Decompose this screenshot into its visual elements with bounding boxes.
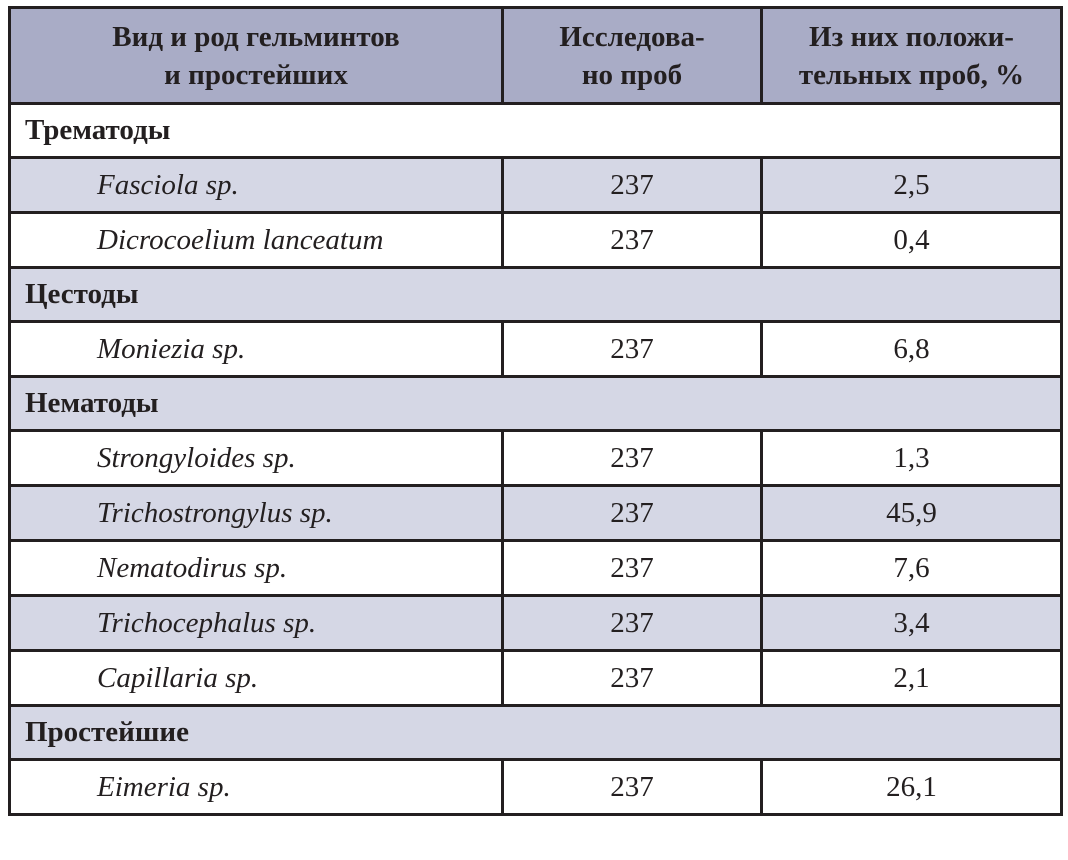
positive-percent-cell: 2,5 bbox=[762, 158, 1062, 213]
samples-cell: 237 bbox=[503, 486, 762, 541]
group-row bbox=[10, 706, 1062, 760]
table-body bbox=[10, 104, 1062, 815]
header-samples bbox=[503, 8, 762, 104]
table-row bbox=[10, 541, 1062, 596]
species-name-cell: Fasciola sp. bbox=[10, 158, 503, 213]
table-header bbox=[10, 8, 1062, 104]
species-name-cell: Trichocephalus sp. bbox=[10, 596, 503, 651]
group-row bbox=[10, 104, 1062, 158]
samples-cell: 237 bbox=[503, 158, 762, 213]
positive-percent-cell: 0,4 bbox=[762, 213, 1062, 268]
header-samples-line-1: Исследова- bbox=[559, 20, 705, 53]
samples-cell: 237 bbox=[503, 322, 762, 377]
species-name-cell: Trichostrongylus sp. bbox=[10, 486, 503, 541]
positive-percent-cell: 6,8 bbox=[762, 322, 1062, 377]
group-label: Нематоды bbox=[10, 377, 1062, 431]
samples-cell: 237 bbox=[503, 431, 762, 486]
group-row bbox=[10, 377, 1062, 431]
group-label: Трематоды bbox=[10, 104, 1062, 158]
samples-cell: 237 bbox=[503, 213, 762, 268]
species-name-cell: Strongyloides sp. bbox=[10, 431, 503, 486]
group-row bbox=[10, 268, 1062, 322]
header-positive bbox=[762, 8, 1062, 104]
species-name-cell: Moniezia sp. bbox=[10, 322, 503, 377]
table-row bbox=[10, 158, 1062, 213]
species-name-cell: Dicrocoelium lanceatum bbox=[10, 213, 503, 268]
species-name-cell: Nematodirus sp. bbox=[10, 541, 503, 596]
samples-cell: 237 bbox=[503, 651, 762, 706]
header-species bbox=[10, 8, 503, 104]
samples-cell: 237 bbox=[503, 541, 762, 596]
header-row bbox=[10, 8, 1062, 104]
positive-percent-cell: 26,1 bbox=[762, 760, 1062, 815]
table-row bbox=[10, 322, 1062, 377]
positive-percent-cell: 1,3 bbox=[762, 431, 1062, 486]
table-container bbox=[8, 6, 1060, 816]
table-row bbox=[10, 651, 1062, 706]
table-row bbox=[10, 760, 1062, 815]
positive-percent-cell: 45,9 bbox=[762, 486, 1062, 541]
samples-cell: 237 bbox=[503, 760, 762, 815]
group-label: Цестоды bbox=[10, 268, 1062, 322]
samples-cell: 237 bbox=[503, 596, 762, 651]
table-row bbox=[10, 431, 1062, 486]
table-row bbox=[10, 213, 1062, 268]
table-row bbox=[10, 486, 1062, 541]
group-label: Простейшие bbox=[10, 706, 1062, 760]
species-name-cell: Eimeria sp. bbox=[10, 760, 503, 815]
table-row bbox=[10, 596, 1062, 651]
header-positive-line-1: Из них положи- bbox=[809, 20, 1014, 53]
header-species-line-2: и простейших bbox=[164, 58, 348, 91]
helminth-table bbox=[8, 6, 1063, 816]
species-name-cell: Capillaria sp. bbox=[10, 651, 503, 706]
header-positive-line-2: тельных проб, % bbox=[798, 58, 1025, 91]
positive-percent-cell: 3,4 bbox=[762, 596, 1062, 651]
header-samples-line-2: но проб bbox=[581, 58, 683, 91]
header-species-line-1: Вид и род гельминтов bbox=[112, 20, 400, 53]
positive-percent-cell: 7,6 bbox=[762, 541, 1062, 596]
positive-percent-cell: 2,1 bbox=[762, 651, 1062, 706]
